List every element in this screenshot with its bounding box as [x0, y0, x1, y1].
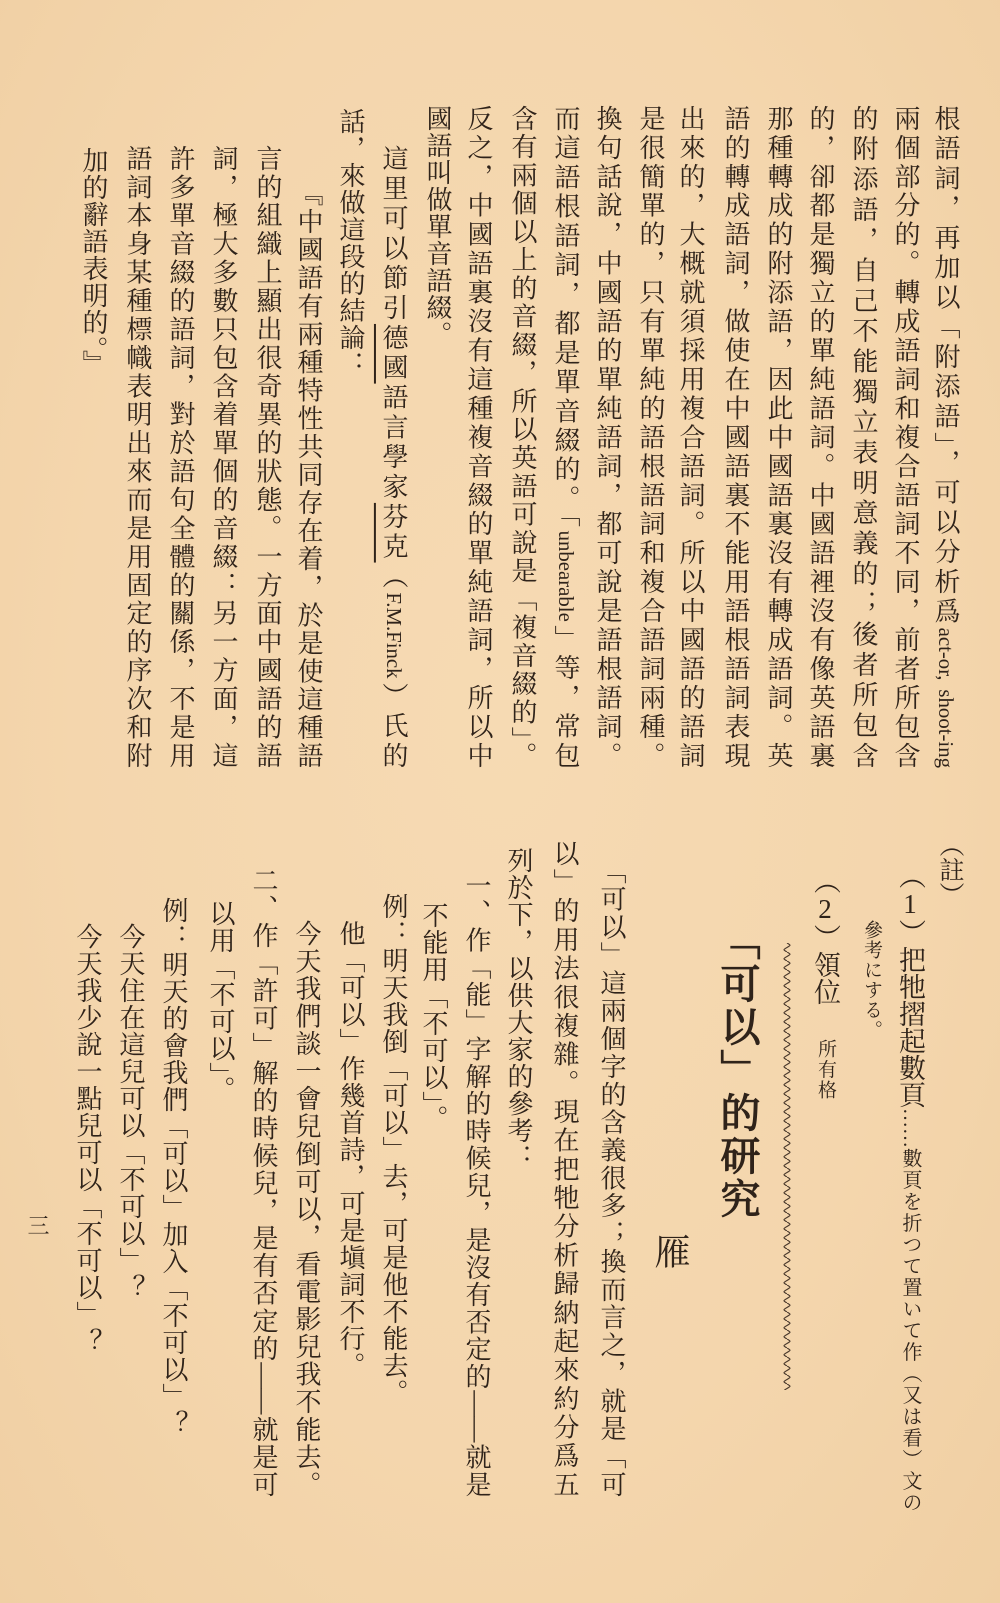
- text-column: [677, 105, 703, 768]
- column-text: 話，來做這段的結論：: [336, 108, 365, 378]
- column-text: （: [379, 562, 408, 593]
- column-text: 言的組織上顯出很奇異的狀態。一方面中國語的語: [253, 145, 282, 768]
- column-text: 根語詞，再加以「附添語」，可以分析爲: [931, 105, 960, 628]
- text-column: [722, 105, 748, 768]
- notes-heading-text: （註）: [936, 832, 963, 907]
- article-column: [420, 902, 446, 1132]
- quote-column: [210, 145, 236, 768]
- column-text: 不能用「不可以」。: [419, 902, 448, 1132]
- note-item: [812, 867, 839, 1101]
- example-column: [337, 920, 363, 1379]
- note-gloss-text: 參考にする。: [861, 920, 882, 1040]
- text-column: [850, 105, 876, 768]
- quote-column: [295, 180, 321, 768]
- text-column: [594, 105, 620, 768]
- article-title: [715, 920, 760, 1221]
- example-column: [160, 897, 186, 1437]
- column-text: 詞，極大多數只包含着單個的音綴：另一方面，這: [209, 145, 238, 768]
- column-text: 語詞本身某種標幟表明出來而是用固定的序次和附: [123, 145, 152, 768]
- column-text: 」等，常包: [551, 621, 580, 769]
- column-text: 今天住在這兒可以「不可以」？: [116, 923, 145, 1301]
- page-number-text: 三: [25, 1214, 50, 1236]
- column-text: 反之，中國語裏沒有這種複音綴的單純語詞，所以中: [464, 105, 493, 768]
- column-text: ）氏的: [379, 678, 408, 769]
- text-column: [424, 105, 450, 348]
- article-column: [250, 867, 276, 1497]
- quote-column: [254, 145, 280, 768]
- note-item: [896, 862, 923, 1514]
- author-name: [652, 1233, 688, 1269]
- column-text: 換句話說，中國語的單純語詞，都可說是語根語詞。: [593, 105, 622, 768]
- column-text: 『中國語有兩種特性共同存在着，於是使這種語: [294, 180, 323, 768]
- column-text: 今天我們談一會兒倒可以，看電影兒我不能去。: [292, 920, 321, 1497]
- quote-column: [167, 145, 193, 768]
- column-text: 今天我少說一點兒可以「不可以」？: [73, 923, 102, 1355]
- note-marker-close: ）: [895, 919, 925, 946]
- example-column: [74, 923, 100, 1355]
- quote-column: [124, 145, 150, 768]
- wavy-divider-line: [781, 943, 793, 1390]
- note-gloss-continued: [862, 920, 881, 1040]
- text-column: [465, 105, 491, 768]
- note-term: 把牠摺起數頁: [895, 946, 925, 1108]
- note-leader-dots: ……: [899, 1108, 921, 1148]
- note-marker-open: （: [895, 862, 925, 889]
- author-name-text: 雁: [650, 1233, 690, 1269]
- column-text: 二、作「許可」解的時候兒，是有否定的——就是可: [249, 867, 278, 1497]
- latin-example-word: unbearable: [554, 530, 577, 622]
- text-column: [509, 105, 535, 768]
- column-text: 一、作「能」字解的時候兒，是沒有否定的——就是: [462, 872, 491, 1497]
- note-gloss: 數頁を折つて置いて作（又は看）文の: [899, 1148, 921, 1514]
- text-column: [807, 105, 833, 768]
- column-text: 的，卻都是獨立的單純語詞。中國語裡沒有像英語裏: [806, 105, 835, 768]
- article-column: [463, 872, 489, 1497]
- page-number: [26, 1214, 48, 1236]
- column-text: 加的辭語表明的。』: [79, 147, 108, 377]
- column-text: 出來的，大概就須採用複合語詞。所以中國語的語詞: [676, 105, 705, 768]
- place-name-mark: 德國: [379, 323, 408, 384]
- column-text: 「可以」這兩個字的含義很多；換而言之，就是「可: [597, 858, 626, 1497]
- text-column: [637, 105, 663, 768]
- column-text: 含有兩個以上的音綴，所以英語可說是「複音綴的」。: [508, 105, 537, 768]
- article-column: [551, 840, 577, 1497]
- column-text: 這里可以節引: [379, 145, 408, 324]
- text-column: [552, 105, 578, 768]
- example-column: [117, 923, 143, 1301]
- note-number: 2: [810, 894, 840, 924]
- example-column: [380, 893, 406, 1406]
- text-column: [932, 105, 958, 768]
- column-text: 例：明天我倒「可以」去，可是他不能去。: [379, 893, 408, 1406]
- article-column: [598, 858, 624, 1497]
- article-title-text: 「可以」的研究: [715, 920, 760, 1221]
- column-text: 是很簡單的，只有單純的語根語詞和複合語詞兩種。: [636, 105, 665, 768]
- column-text: 以用「不可以」。: [206, 900, 235, 1103]
- column-text: 那種轉成的附添語，因此中國語裏沒有轉成語詞。英: [764, 105, 793, 768]
- column-text: 的附添語，自己不能獨立表明意義的；後者所包含: [849, 105, 878, 768]
- note-gloss: 所有格: [815, 1039, 836, 1101]
- notes-heading: [937, 832, 962, 907]
- column-text: 以」的用法很複雜。現在把牠分析歸納起來約分爲五: [550, 840, 579, 1497]
- column-text: 列於下，以供大家的參考：: [504, 847, 533, 1171]
- column-text: 例：明天的會我們「可以」加入「不可以」？: [159, 897, 188, 1437]
- example-column: [293, 920, 319, 1497]
- note-marker-close: ）: [810, 924, 840, 951]
- article-column: [505, 847, 531, 1171]
- text-column: [765, 105, 791, 768]
- person-name-mark: 芬克: [379, 502, 408, 563]
- latin-person-name: F.M.Finck: [382, 592, 405, 679]
- text-column: [380, 145, 406, 768]
- column-text: 兩個部分的。轉成語詞和複合語詞不同，前者所包含: [891, 105, 920, 768]
- text-column: [337, 108, 363, 378]
- quote-column: [80, 147, 106, 377]
- column-text: 許多單音綴的語詞，對於語句全體的關係，不是用: [166, 145, 195, 768]
- note-term: 領位: [810, 951, 840, 1005]
- latin-example-words: act-or, shoot-ing: [934, 627, 957, 769]
- note-number: 1: [895, 889, 925, 919]
- column-text: 他「可以」作幾首詩，可是塡詞不行。: [336, 920, 365, 1379]
- column-text: 而這語根語詞，都是單音綴的。「: [551, 105, 580, 531]
- column-text: 國語叫做單音語綴。: [423, 105, 452, 348]
- text-column: [892, 105, 918, 768]
- column-text: 語言學家: [379, 383, 408, 503]
- article-column: [207, 900, 233, 1103]
- note-marker-open: （: [810, 867, 840, 894]
- column-text: 語的轉成語詞，做使在中國語裏不能用語根語詞表現: [721, 105, 750, 768]
